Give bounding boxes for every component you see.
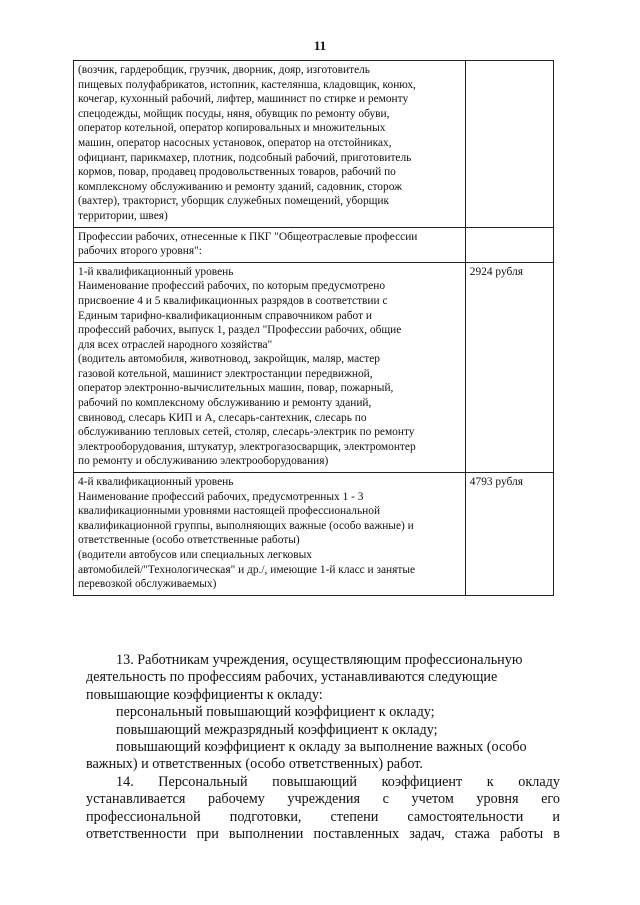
word: и xyxy=(552,808,560,825)
coefficient-item-personal: персональный повышающий коэффициент к окладу; xyxy=(116,704,435,721)
word: к xyxy=(486,773,494,790)
profession-cell xyxy=(74,227,466,262)
profession-text-line: кочегар, кухонный рабочий, лифтер, машинист по стирке и ремонту xyxy=(78,93,409,106)
profession-text-line: официант, парикмахер, плотник, подсобный рабочий, приготовитель xyxy=(78,151,412,164)
profession-text-line: рабочих второго уровня": xyxy=(78,245,202,258)
profession-text-line: автомобилей/"Технологическая" и др./, имеющие 1-й класс и занятые xyxy=(78,563,416,576)
profession-cell xyxy=(74,473,466,596)
table-row xyxy=(74,61,554,228)
profession-text-line: 1-й квалификационный уровень xyxy=(78,265,234,278)
profession-text-line: оператор котельной, оператор копировальных и множительных xyxy=(78,122,386,135)
salary-table-body xyxy=(74,61,554,596)
coefficient-item-important-work-cont: важных) и ответственных (особо ответственных) работ. xyxy=(86,756,423,773)
profession-text-line: оператор электронно-вычислительных машин, повар, пожарный, xyxy=(78,382,394,395)
salary-cell: 2924 рубля xyxy=(465,262,553,472)
profession-text-line: присвоение 4 и 5 квалификационных разрядов в соответствии с xyxy=(78,294,388,307)
word: повышающий xyxy=(272,773,358,790)
profession-text-line: пищевых полуфабрикатов, истопник, кастелянша, кладовщик, конюх, xyxy=(78,78,416,91)
body-text xyxy=(86,652,560,843)
table-row xyxy=(74,473,554,596)
profession-text-line: 4-й квалификационный уровень xyxy=(78,476,234,489)
word: степени xyxy=(330,808,379,825)
word: 14. xyxy=(116,773,134,790)
profession-text-line: профессий рабочих, выпуск 1, раздел "Профессии рабочих, общие xyxy=(78,324,402,337)
profession-text-line: Наименование профессий рабочих, предусмотренных 1 - 3 xyxy=(78,490,364,503)
profession-text-line: электрооборудования, штукатур, электрогазосварщик, электромонтер xyxy=(78,440,416,453)
profession-text-line: территории, швея) xyxy=(78,209,168,222)
word: Персональный xyxy=(158,773,248,790)
profession-cell xyxy=(74,61,466,228)
profession-text-line: квалификационной группы, выполняющих важные (особо важные) и xyxy=(78,519,414,532)
profession-text-line: (водитель автомобиля, животновод, закройщик, маляр, мастер xyxy=(78,353,380,366)
word: работы xyxy=(499,826,544,843)
profession-text-line: свиновод, слесарь КИП и А, слесарь-сантехник, слесарь по xyxy=(78,411,367,424)
word: уровня xyxy=(476,791,519,808)
word: выполнении xyxy=(228,826,304,843)
word: окладу xyxy=(518,773,560,790)
paragraph-14-cont xyxy=(86,809,560,826)
salary-cell: 4793 рубля xyxy=(465,473,553,596)
profession-text-line: (вахтер), тракторист, уборщик служебных помещений, уборщик xyxy=(78,195,390,208)
profession-text-line: ответственные (особо ответственные работы) xyxy=(78,534,300,547)
profession-text-line: перевозкой обслуживаемых) xyxy=(78,578,217,591)
paragraph-13: 13. Работникам учреждения, осуществляющим профессиональную xyxy=(116,652,523,668)
profession-cell xyxy=(74,262,466,472)
profession-text-line: (возчик, гардеробщик, грузчик, дворник, дояр, изготовитель xyxy=(78,64,371,76)
profession-text-line: Единым тарифно-квалификационным справочником работ и xyxy=(78,309,372,322)
word: рабочему xyxy=(208,791,265,808)
page-number: 11 xyxy=(313,38,327,53)
profession-text-line: (водители автобусов или специальных легковых xyxy=(78,549,312,561)
word: ответственности xyxy=(86,826,187,843)
word: задач, xyxy=(409,826,445,843)
word: стажа xyxy=(454,826,490,843)
salary-cell xyxy=(465,61,553,228)
word: в xyxy=(553,826,560,843)
word: учетом xyxy=(411,791,454,808)
paragraph-14-cont xyxy=(86,826,560,843)
coefficient-item-interrank: повышающий межразрядный коэффициент к окладу; xyxy=(116,721,438,738)
profession-text-line: кормов, повар, продавец продовольственных товаров, рабочий по xyxy=(78,166,396,179)
table-row xyxy=(74,227,554,262)
profession-text-line: для всех отраслей народного хозяйства" xyxy=(78,338,273,351)
profession-text-line: газовой котельной, машинист электростанции передвижной, xyxy=(78,367,373,380)
paragraph-13-cont: повышающие коэффициенты к окладу: xyxy=(86,686,323,703)
word: с xyxy=(382,791,389,808)
word: самостоятельности xyxy=(407,808,524,825)
salary-cell xyxy=(465,227,553,262)
profession-text-line: машин, оператор насосных установок, оператор на отстойниках, xyxy=(78,136,392,149)
word: подготовки, xyxy=(229,808,302,825)
profession-text-line: спецодежды, мойщик посуды, няня, обувщик по ремонту обуви, xyxy=(78,107,390,120)
profession-text-line: квалификационными уровнями настоящей профессиональной xyxy=(78,505,381,518)
profession-text-line: по ремонту и обслуживанию электрооборудования) xyxy=(78,455,329,468)
table-row xyxy=(74,262,554,472)
word: учреждения xyxy=(287,791,361,808)
paragraph-14 xyxy=(86,774,560,791)
word: профессиональной xyxy=(86,808,201,825)
word: его xyxy=(541,791,560,808)
salary-table xyxy=(73,60,554,596)
word: коэффициент xyxy=(381,773,463,790)
profession-text-line: комплексному обслуживанию и ремонту зданий, садовник, сторож xyxy=(78,180,402,193)
word: устанавливается xyxy=(86,791,186,808)
word: при xyxy=(196,826,219,843)
coefficient-item-important-work: повышающий коэффициент к окладу за выполнение важных (особо xyxy=(116,739,527,756)
paragraph-14-cont xyxy=(86,791,560,808)
paragraph-13-cont: деятельность по профессиям рабочих, устанавливаются следующие xyxy=(86,669,498,686)
profession-text-line: рабочий по комплексному обслуживанию и ремонту зданий, xyxy=(78,397,372,410)
profession-text-line: Наименование профессий рабочих, по которым предусмотрено xyxy=(78,280,386,293)
profession-text-line: Профессии рабочих, отнесенные к ПКГ "Общеотраслевые профессии xyxy=(78,230,418,243)
word: поставленных xyxy=(313,826,400,843)
profession-text-line: обслуживанию тепловых сетей, столяр, слесарь-электрик по ремонту xyxy=(78,426,415,439)
